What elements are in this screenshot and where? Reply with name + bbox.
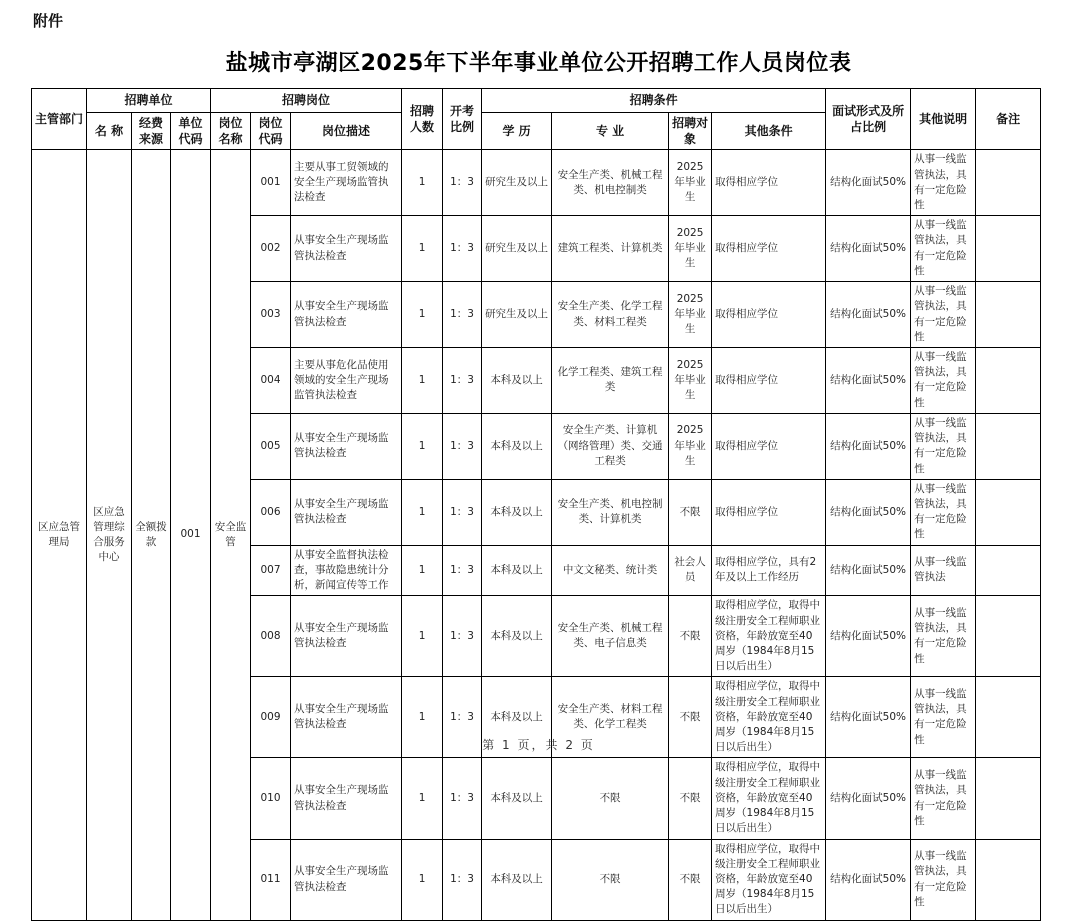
job-position-table <box>31 88 1041 921</box>
fund-source-cell: 全额拨款 <box>132 150 171 920</box>
interview-cell: 结构化面试50% <box>826 677 911 758</box>
header-other-cond: 其他条件 <box>712 113 826 150</box>
major-cell: 安全生产类、机械工程类、机电控制类 <box>552 150 669 216</box>
education-cell: 本科及以上 <box>482 348 552 414</box>
interview-cell: 结构化面试50% <box>826 545 911 596</box>
ratio-cell: 1：3 <box>443 150 482 216</box>
ratio-cell: 1：3 <box>443 596 482 677</box>
post-desc-cell: 从事安全监督执法检查，事故隐患统计分析，新闻宣传等工作 <box>291 545 402 596</box>
post-code-cell: 008 <box>251 596 291 677</box>
remark-cell <box>976 479 1041 545</box>
header-remark: 备注 <box>976 89 1041 150</box>
header-unit-name: 名 称 <box>87 113 132 150</box>
ratio-cell: 1：3 <box>443 282 482 348</box>
header-dept: 主管部门 <box>32 89 87 150</box>
other-cond-cell: 取得相应学位，具有2年及以上工作经历 <box>712 545 826 596</box>
post-desc-cell: 从事安全生产现场监管执法检查 <box>291 839 402 920</box>
other-note-cell: 从事一线监管执法，具有一定危险性 <box>911 677 976 758</box>
header-post-name: 岗位名称 <box>211 113 251 150</box>
other-cond-cell: 取得相应学位，取得中级注册安全工程师职业资格，年龄放宽至40周岁（1984年8月15日以后出生） <box>712 758 826 839</box>
headcount-cell: 1 <box>402 839 443 920</box>
other-note-cell: 从事一线监管执法，具有一定危险性 <box>911 216 976 282</box>
headcount-cell: 1 <box>402 413 443 479</box>
header-interview: 面试形式及所占比例 <box>826 89 911 150</box>
other-note-cell: 从事一线监管执法，具有一定危险性 <box>911 758 976 839</box>
ratio-cell: 1：3 <box>443 479 482 545</box>
post-code-cell: 004 <box>251 348 291 414</box>
header-post-group: 招聘岗位 <box>211 89 402 113</box>
education-cell: 本科及以上 <box>482 677 552 758</box>
post-desc-cell: 从事安全生产现场监管执法检查 <box>291 596 402 677</box>
interview-cell: 结构化面试50% <box>826 758 911 839</box>
headcount-cell: 1 <box>402 479 443 545</box>
table-row <box>32 150 1041 216</box>
post-code-cell: 006 <box>251 479 291 545</box>
remark-cell <box>976 596 1041 677</box>
ratio-cell: 1：3 <box>443 758 482 839</box>
other-cond-cell: 取得相应学位 <box>712 150 826 216</box>
header-cond-group: 招聘条件 <box>482 89 826 113</box>
remark-cell <box>976 282 1041 348</box>
table-header <box>32 89 1041 150</box>
major-cell: 安全生产类、机械工程类、电子信息类 <box>552 596 669 677</box>
post-code-cell: 009 <box>251 677 291 758</box>
remark-cell <box>976 150 1041 216</box>
remark-cell <box>976 758 1041 839</box>
target-cell: 2025年毕业生 <box>669 348 712 414</box>
major-cell: 不限 <box>552 758 669 839</box>
header-other-note: 其他说明 <box>911 89 976 150</box>
header-education: 学 历 <box>482 113 552 150</box>
post-desc-cell: 主要从事工贸领域的安全生产现场监管执法检查 <box>291 150 402 216</box>
header-headcount: 招聘人数 <box>402 89 443 150</box>
post-code-cell: 007 <box>251 545 291 596</box>
dept-cell: 区应急管理局 <box>32 150 87 920</box>
other-note-cell: 从事一线监管执法，具有一定危险性 <box>911 150 976 216</box>
other-cond-cell: 取得相应学位 <box>712 216 826 282</box>
table-body <box>32 150 1041 920</box>
remark-cell <box>976 216 1041 282</box>
other-note-cell: 从事一线监管执法，具有一定危险性 <box>911 479 976 545</box>
headcount-cell: 1 <box>402 677 443 758</box>
post-desc-cell: 从事安全生产现场监管执法检查 <box>291 479 402 545</box>
major-cell: 化学工程类、建筑工程类 <box>552 348 669 414</box>
target-cell: 不限 <box>669 677 712 758</box>
remark-cell <box>976 545 1041 596</box>
major-cell: 安全生产类、化学工程类、材料工程类 <box>552 282 669 348</box>
post-desc-cell: 从事安全生产现场监管执法检查 <box>291 216 402 282</box>
header-fund-source: 经费来源 <box>132 113 171 150</box>
headcount-cell: 1 <box>402 216 443 282</box>
interview-cell: 结构化面试50% <box>826 479 911 545</box>
ratio-cell: 1：3 <box>443 677 482 758</box>
post-code-cell: 005 <box>251 413 291 479</box>
other-cond-cell: 取得相应学位，取得中级注册安全工程师职业资格，年龄放宽至40周岁（1984年8月15日以后出生） <box>712 839 826 920</box>
target-cell: 社会人员 <box>669 545 712 596</box>
ratio-cell: 1：3 <box>443 216 482 282</box>
page-number: 第 1 页，共 2 页 <box>482 738 595 752</box>
target-cell: 不限 <box>669 839 712 920</box>
target-cell: 不限 <box>669 758 712 839</box>
headcount-cell: 1 <box>402 348 443 414</box>
education-cell: 研究生及以上 <box>482 150 552 216</box>
headcount-cell: 1 <box>402 596 443 677</box>
major-cell: 建筑工程类、计算机类 <box>552 216 669 282</box>
unit-name-cell: 区应急管理综合服务中心 <box>87 150 132 920</box>
target-cell: 2025年毕业生 <box>669 413 712 479</box>
target-cell: 不限 <box>669 596 712 677</box>
remark-cell <box>976 348 1041 414</box>
other-cond-cell: 取得相应学位，取得中级注册安全工程师职业资格，年龄放宽至40周岁（1984年8月15日以后出生） <box>712 596 826 677</box>
target-cell: 2025年毕业生 <box>669 150 712 216</box>
other-cond-cell: 取得相应学位 <box>712 282 826 348</box>
interview-cell: 结构化面试50% <box>826 282 911 348</box>
interview-cell: 结构化面试50% <box>826 839 911 920</box>
post-desc-cell: 从事安全生产现场监管执法检查 <box>291 282 402 348</box>
target-cell: 不限 <box>669 479 712 545</box>
post-desc-cell: 主要从事危化品使用领域的安全生产现场监管执法检查 <box>291 348 402 414</box>
ratio-cell: 1：3 <box>443 839 482 920</box>
header-post-desc: 岗位描述 <box>291 113 402 150</box>
major-cell: 不限 <box>552 839 669 920</box>
interview-cell: 结构化面试50% <box>826 348 911 414</box>
other-note-cell: 从事一线监管执法，具有一定危险性 <box>911 596 976 677</box>
header-row-groups <box>32 89 1041 113</box>
interview-cell: 结构化面试50% <box>826 150 911 216</box>
unit-code-cell: 001 <box>171 150 211 920</box>
target-cell: 2025年毕业生 <box>669 282 712 348</box>
remark-cell <box>976 413 1041 479</box>
post-code-cell: 002 <box>251 216 291 282</box>
post-code-cell: 001 <box>251 150 291 216</box>
major-cell: 安全生产类、机电控制类、计算机类 <box>552 479 669 545</box>
header-post-code: 岗位代码 <box>251 113 291 150</box>
page-title: 盐城市亭湖区2025年下半年事业单位公开招聘工作人员岗位表 <box>225 51 852 76</box>
header-major: 专 业 <box>552 113 669 150</box>
other-note-cell: 从事一线监管执法，具有一定危险性 <box>911 839 976 920</box>
other-cond-cell: 取得相应学位 <box>712 413 826 479</box>
header-unit-group: 招聘单位 <box>87 89 211 113</box>
headcount-cell: 1 <box>402 545 443 596</box>
other-cond-cell: 取得相应学位 <box>712 348 826 414</box>
education-cell: 研究生及以上 <box>482 216 552 282</box>
headcount-cell: 1 <box>402 282 443 348</box>
other-cond-cell: 取得相应学位 <box>712 479 826 545</box>
ratio-cell: 1：3 <box>443 545 482 596</box>
other-note-cell: 从事一线监管执法，具有一定危险性 <box>911 348 976 414</box>
post-desc-cell: 从事安全生产现场监管执法检查 <box>291 758 402 839</box>
post-name-cell: 安全监管 <box>211 150 251 920</box>
post-desc-cell: 从事安全生产现场监管执法检查 <box>291 413 402 479</box>
education-cell: 本科及以上 <box>482 596 552 677</box>
education-cell: 本科及以上 <box>482 413 552 479</box>
header-target: 招聘对象 <box>669 113 712 150</box>
education-cell: 本科及以上 <box>482 545 552 596</box>
major-cell: 中文文秘类、统计类 <box>552 545 669 596</box>
attachment-label: 附件 <box>33 12 64 30</box>
headcount-cell: 1 <box>402 758 443 839</box>
interview-cell: 结构化面试50% <box>826 216 911 282</box>
post-code-cell: 010 <box>251 758 291 839</box>
other-note-cell: 从事一线监管执法，具有一定危险性 <box>911 282 976 348</box>
header-ratio: 开考比例 <box>443 89 482 150</box>
post-code-cell: 003 <box>251 282 291 348</box>
other-note-cell: 从事一线监管执法 <box>911 545 976 596</box>
remark-cell <box>976 839 1041 920</box>
education-cell: 本科及以上 <box>482 839 552 920</box>
other-note-cell: 从事一线监管执法，具有一定危险性 <box>911 413 976 479</box>
education-cell: 本科及以上 <box>482 479 552 545</box>
education-cell: 研究生及以上 <box>482 282 552 348</box>
interview-cell: 结构化面试50% <box>826 596 911 677</box>
header-unit-code: 单位代码 <box>171 113 211 150</box>
major-cell: 安全生产类、计算机（网络管理）类、交通工程类 <box>552 413 669 479</box>
ratio-cell: 1：3 <box>443 348 482 414</box>
headcount-cell: 1 <box>402 150 443 216</box>
major-cell: 安全生产类、材料工程类、化学工程类 <box>552 677 669 758</box>
post-desc-cell: 从事安全生产现场监管执法检查 <box>291 677 402 758</box>
other-cond-cell: 取得相应学位，取得中级注册安全工程师职业资格，年龄放宽至40周岁（1984年8月15日以后出生） <box>712 677 826 758</box>
post-code-cell: 011 <box>251 839 291 920</box>
target-cell: 2025年毕业生 <box>669 216 712 282</box>
education-cell: 本科及以上 <box>482 758 552 839</box>
interview-cell: 结构化面试50% <box>826 413 911 479</box>
ratio-cell: 1：3 <box>443 413 482 479</box>
